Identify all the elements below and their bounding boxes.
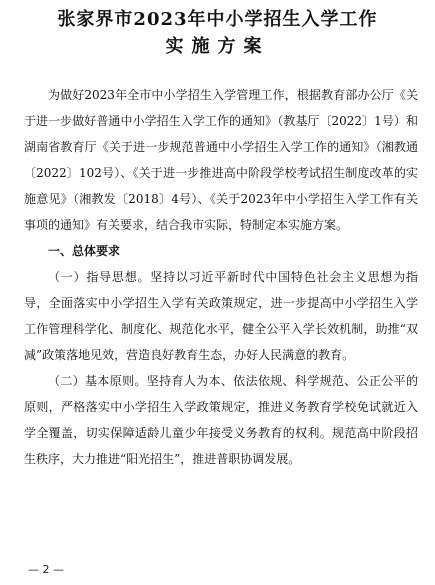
document-title-line-1: 张家界市2023年中小学招生入学工作 (57, 9, 378, 30)
document-title-line-2: 实施方案 (165, 36, 270, 57)
intro-paragraph: 为做好2023年全市中小学招生入学管理工作，根据教育部办公厅《关于进一步做好普通中小学招生入学工作的通知》（教基厅〔2022〕1号）和湖南省教育厅《关于进一步规范普通中小学招生入学工作的通知》（湘教通〔2022〕102号）、《关于进一步推进高中阶段学校考试招生制度改革的实施意见》（湘教发〔2018〕4号）、《关于2023年中小学招生入学工作有关事项的通知》有关要求，结合我市实际，特制定本实施方案。 (24, 88, 418, 232)
page-number: — 2 — (28, 563, 64, 576)
document-body (24, 82, 418, 472)
basic-principles-paragraph: （二）基本原则。坚持育人为本、依法依规、科学规范、公正公平的原则，严格落实中小学招生入学政策规定，推进义务教育学校免试就近入学全覆盖，切实保障适龄儿童少年接受义务教育的权利。规范高中阶段招生秩序，大力推进“阳光招生”，推进普职协调发展。 (24, 374, 418, 466)
guiding-ideology-paragraph: （一）指导思想。坚持以习近平新时代中国特色社会主义思想为指导，全面落实中小学招生入学有关政策规定，进一步提高中小学招生入学工作管理科学化、制度化、规范化水平，健全公平入学长效机制，助推“双减”政策落地见效，营造良好教育生态，办好人民满意的教育。 (24, 270, 418, 362)
section-heading-general-requirements: 一、总体要求 (48, 244, 121, 258)
